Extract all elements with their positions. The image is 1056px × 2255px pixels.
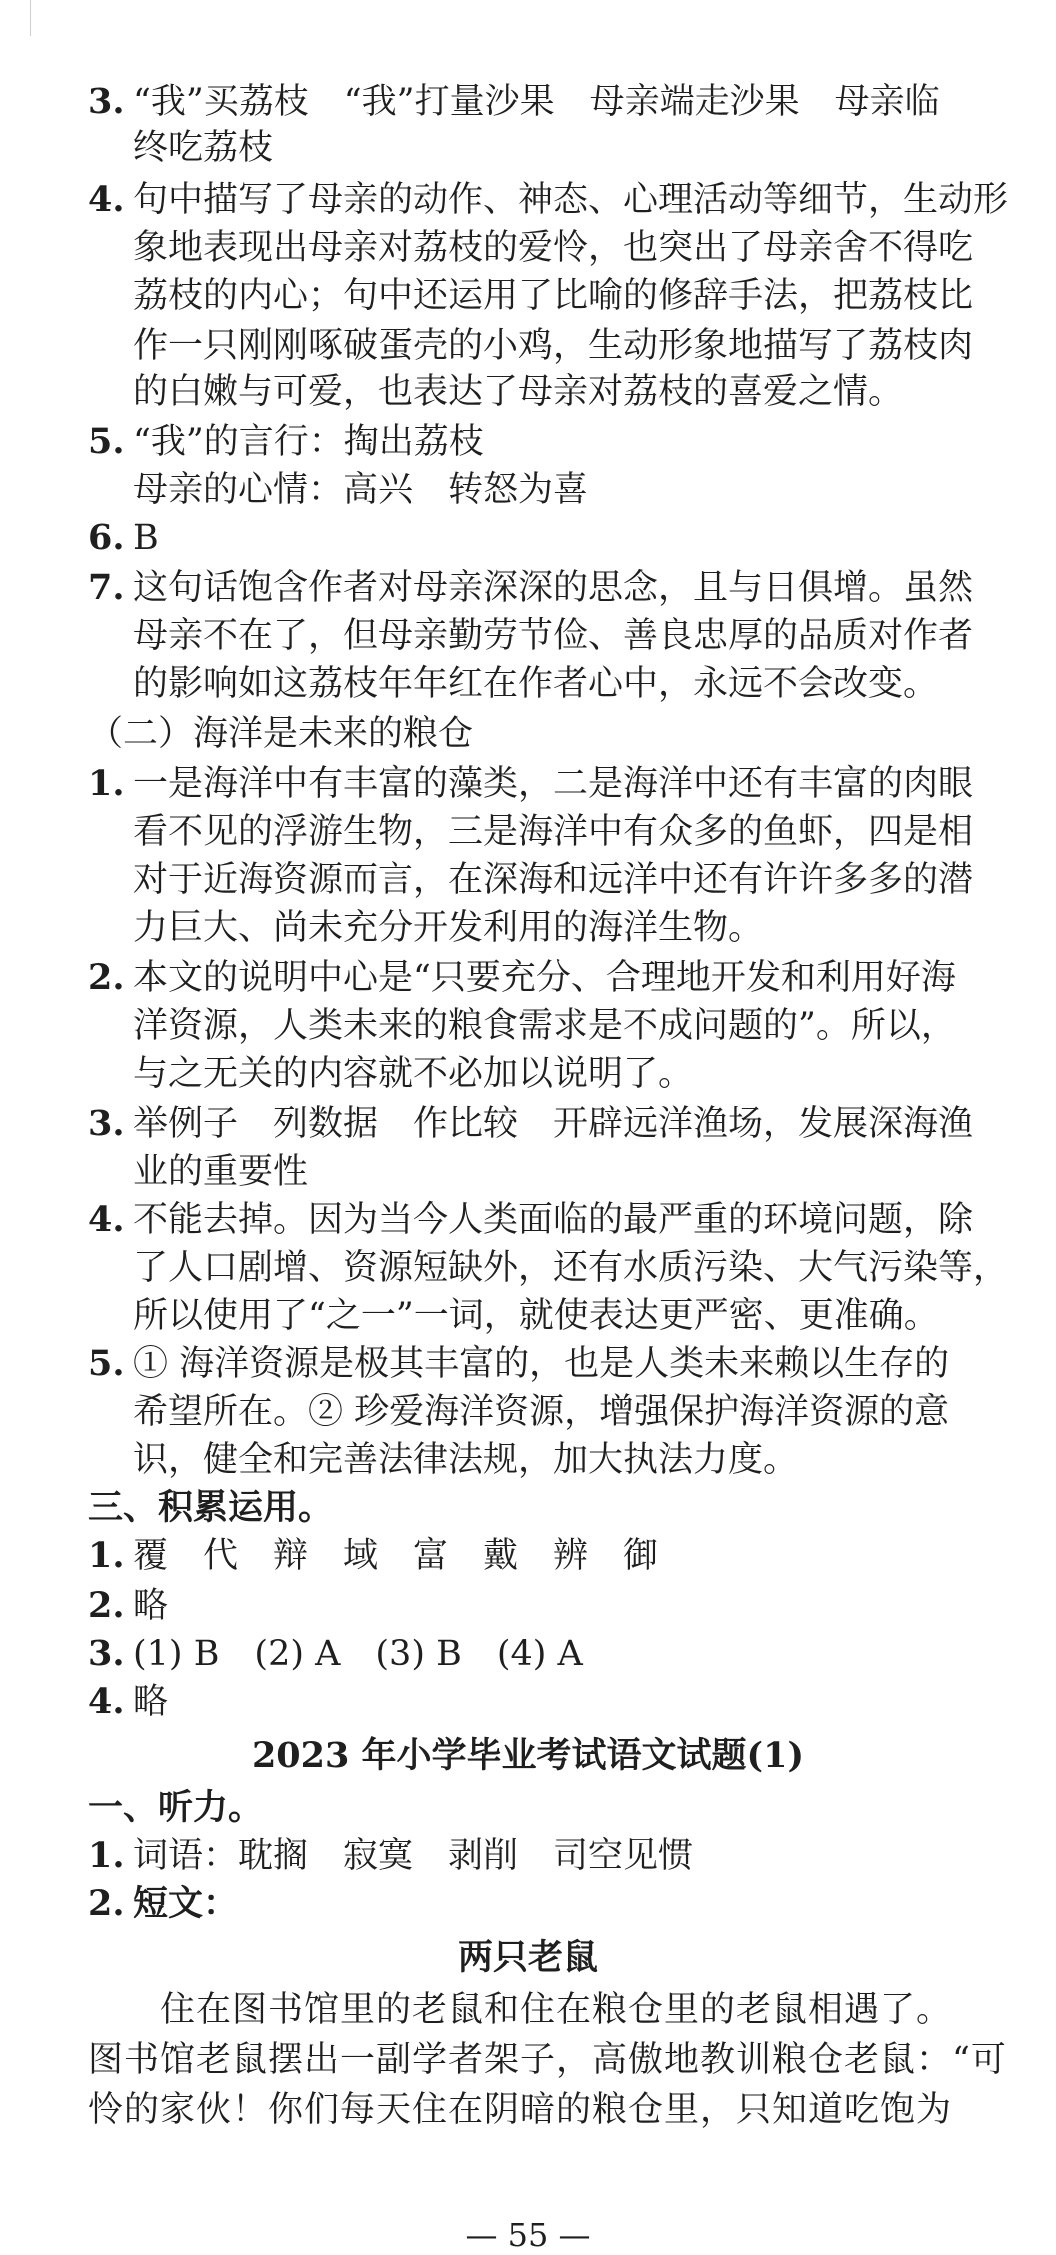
item-number: 6. (88, 517, 125, 558)
answer-line: 与之无关的内容就不必加以说明了。 (133, 1054, 694, 1094)
item-number: 3. (88, 1103, 125, 1144)
item-number: 4. (88, 179, 125, 220)
story-line: 住在图书馆里的老鼠和住在粮仓里的老鼠相遇了。 (88, 1990, 953, 2030)
answer-line: 句中描写了母亲的动作、神态、心理活动等细节，生动形 (133, 180, 1009, 220)
answer-line: “我”的言行：掏出荔枝 (133, 422, 484, 462)
answer-line: 词语：耽搁 寂寞 剥削 司空见惯 (133, 1836, 694, 1876)
answer-line: “我”买荔枝 “我”打量沙果 母亲端走沙果 母亲临 (133, 82, 940, 122)
answer-line: 终吃荔枝 (133, 128, 274, 168)
answer-line: (1) B (2) A (3) B (4) A (133, 1634, 583, 1674)
item-number: 2. (88, 1883, 125, 1924)
section-title: 三、积累运用。 (88, 1487, 334, 1528)
answer-line: 母亲的心情：高兴 转怒为喜 (133, 470, 589, 510)
item-number: 3. (88, 1633, 125, 1674)
story-title: 两只老鼠 (457, 1937, 598, 1978)
answer-line: 识，健全和完善法律法规，加大执法力度。 (133, 1440, 799, 1480)
answer-line: 略 (133, 1682, 169, 1722)
item-number: 2. (88, 1585, 125, 1626)
binding-margin-line (30, 0, 31, 36)
item-number: 4. (88, 1199, 125, 1240)
part-title: 一、听力。 (88, 1787, 264, 1828)
answer-line: 一是海洋中有丰富的藻类，二是海洋中还有丰富的肉眼 (133, 764, 974, 804)
section-title: （二）海洋是未来的粮仓 (88, 714, 474, 754)
answer-line: 所以使用了“之一”一词，就使表达更严密、更准确。 (133, 1296, 939, 1336)
answer-line: B (133, 518, 159, 558)
answer-line: ① 海洋资源是极其丰富的，也是人类未来赖以生存的 (133, 1344, 950, 1384)
answer-line: 覆 代 辩 域 富 戴 辨 御 (133, 1536, 659, 1576)
item-number: 1. (88, 1535, 125, 1576)
answer-line: 短文： (133, 1883, 239, 1924)
exam-title: 2023 年小学毕业考试语文试题(1) (251, 1735, 805, 1776)
answer-line: 业的重要性 (133, 1152, 309, 1192)
answer-line: 作一只刚刚啄破蛋壳的小鸡，生动形象地描写了荔枝肉 (133, 326, 974, 366)
answer-line: 希望所在。② 珍爱海洋资源，增强保护海洋资源的意 (133, 1392, 950, 1432)
answer-line: 的白嫩与可爱，也表达了母亲对荔枝的喜爱之情。 (133, 372, 904, 412)
answer-line: 洋资源，人类未来的粮食需求是不成问题的”。所以， (133, 1006, 956, 1046)
answer-line: 荔枝的内心；句中还运用了比喻的修辞手法，把荔枝比 (133, 276, 974, 316)
answer-line: 看不见的浮游生物，三是海洋中有众多的鱼虾，四是相 (133, 812, 974, 852)
item-number: 1. (88, 1835, 125, 1876)
answer-line: 这句话饱含作者对母亲深深的思念，且与日俱增。虽然 (133, 568, 974, 608)
item-number: 3. (88, 81, 125, 122)
answer-line: 略 (133, 1586, 169, 1626)
item-number: 5. (88, 421, 125, 462)
item-number: 7. (88, 567, 125, 608)
item-number: 5. (88, 1343, 125, 1384)
answer-line: 本文的说明中心是“只要充分、合理地开发和利用好海 (133, 958, 956, 998)
answer-line: 对于近海资源而言，在深海和远洋中还有许许多多的潜 (133, 860, 974, 900)
item-number: 2. (88, 957, 125, 998)
answer-line: 象地表现出母亲对荔枝的爱怜，也突出了母亲舍不得吃 (133, 228, 974, 268)
answer-line: 力巨大、尚未充分开发利用的海洋生物。 (133, 908, 764, 948)
page-number: — 55 — (465, 2216, 591, 2254)
answer-line: 举例子 列数据 作比较 开辟远洋渔场，发展深海渔 (133, 1104, 974, 1144)
answer-line: 不能去掉。因为当今人类面临的最严重的环境问题，除 (133, 1200, 974, 1240)
story-line: 图书馆老鼠摆出一副学者架子，高傲地教训粮仓老鼠：“可 (88, 2040, 1007, 2080)
answer-line: 母亲不在了，但母亲勤劳节俭、善良忠厚的品质对作者 (133, 616, 974, 656)
item-number: 4. (88, 1681, 125, 1722)
item-number: 1. (88, 763, 125, 804)
story-line: 怜的家伙！你们每天住在阴暗的粮仓里，只知道吃饱为 (88, 2090, 953, 2130)
answer-line: 了人口剧增、资源短缺外，还有水质污染、大气污染等， (133, 1248, 1009, 1288)
answer-line: 的影响如这荔枝年年红在作者心中，永远不会改变。 (133, 664, 939, 704)
